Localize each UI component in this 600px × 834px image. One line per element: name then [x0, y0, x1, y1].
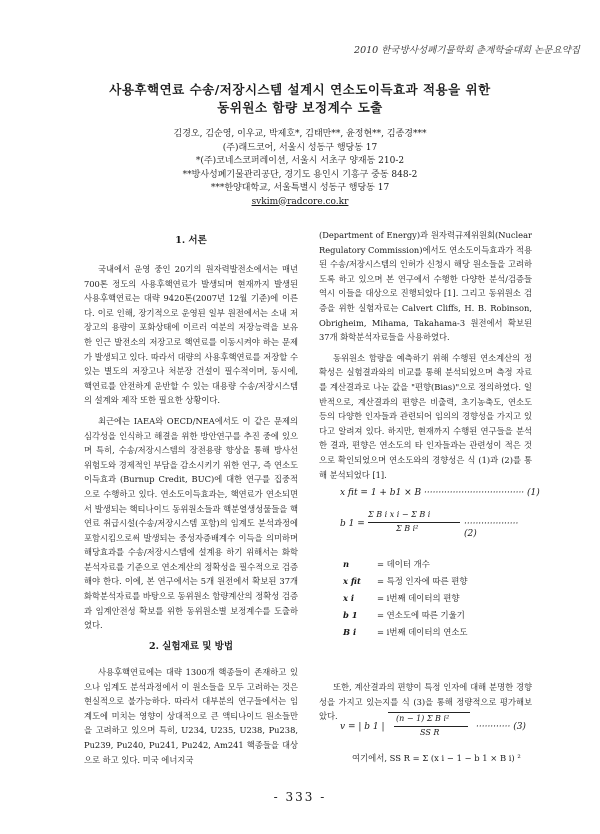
- page-number: - 333 -: [273, 790, 327, 804]
- fraction-bar-3: [394, 726, 468, 727]
- variable-n: n = 데이터 개수: [343, 559, 430, 569]
- paper-title-line2: 동위원소 함량 보정계수 도출: [217, 100, 383, 115]
- equation-3-denominator: SS R: [420, 728, 440, 737]
- variable-b1: b 1 = 연소도에 따른 기울기: [343, 610, 465, 620]
- fraction-bar: [368, 522, 460, 523]
- equation-3-where: 여기에서, SS R = Σ (x i − 1 − b 1 × B i) ²: [352, 753, 521, 763]
- affiliation-4: ***한양대학교, 서울특별시 성동구 행당동 17: [210, 183, 390, 193]
- left-column-methods: [84, 665, 298, 767]
- paper-title-line1: 사용후핵연료 수송/저장시스템 설계시 연소도이득효과 적용을 위한: [109, 82, 491, 97]
- variable-bi: B i = i번째 데이터의 연소도: [343, 627, 468, 637]
- equation-2: [340, 510, 530, 544]
- affiliation-3: **방사성폐기물관리공단, 경기도 용인시 기흥구 중동 848-2: [182, 169, 418, 180]
- variable-definitions: [343, 556, 533, 641]
- section-heading-methods: 2. 실험재료 및 방법: [148, 641, 234, 652]
- right-paragraph-1: (Department of Energy)과 원자력규제위원회(Nuclear Regulatory Commission)에서도 연소도이득효과가 적용된 수송/저장시스템의 인허가 신청시 해당 원소들을 고려하도록 하고 있으며 본 연구에서 수행한 다양한 분석/검증들 역시 이들을 대상으로 진행되었다 [1]. 그리고 동위원소 검증을 위한 실험자료는 Calvert Cliffs, H. B. Robinson, Obrigheim, Mihama, Takahama-3 원전에서 확보된 37개 화학분석자료들을 사용하였다.: [319, 230, 532, 343]
- author-email[interactable]: svkim@radcore.co.kr: [251, 196, 349, 207]
- intro-paragraph-2: 최근에는 IAEA와 OECD/NEA에서도 이 같은 문제의 심각성을 인식하고 해결을 위한 방안연구를 추진 중에 있으며 특히, 수송/저장시스템의 장전용량 향상을 통해 방사선 위험도와 경제적인 부담을 감소시키기 위한 연구, 즉 연소도이득효과 (Burnup Credit, BUC)에 대한 연구를 집중적으로 수행하고 있다. 연소도이득효과는, 핵연료가 연소되면서 발생되는 핵티나이드 동위원소들과 핵분열생성물들을 핵연료 취급시설(수송/저장시스템 포함)의 임계도 분석과정에 포함시킴으로써 발생되는 중성자증배계수 이득을 의미하며 해당효과를 수송/저장시스템에 설계용 하기 위해서는 화학분석자료를 기준으로 연소계산의 정확성을 필수적으로 검증해야 한다. 이에, 본 연구에서는 5개 원전에서 확보된 37개 화학분석자료를 바탕으로 동위원소 함량계산의 정확성 검증과 임계안전성 확보를 위한 동위원소별 보정계수를 도출하였다.: [84, 415, 298, 631]
- equation-2-denominator: Σ B i²: [396, 524, 419, 533]
- equation-3-lhs: v = | b 1 |: [340, 722, 385, 732]
- right-paragraph-2: 동위원소 함량을 예측하기 위해 수행된 연소계산의 정확성은 실험결과와의 비교를 통해 분석되었으며 측정 자료를 계산결과로 나눈 값을 "편향(Bias)"으로 정의하였다. 일반적으로, 계산결과의 편향은 비출력, 초기농축도, 연소도 등의 다양한 인자들과 관련되어 임의의 경향성을 가지고 있다고 알려져 있다. 하지만, 현재까지 수행된 연구들을 분석한 결과, 편향은 연소도의 타 인자들과는 관련성이 적은 것으로 확인되었으며 연소도와의 경향성은 식 (1)과 (2)를 통해 분석되었다 [1].: [319, 352, 532, 480]
- methods-paragraph-1: 사용후핵연료에는 대략 1300개 핵종들이 존재하고 있으나 임계도 분석과정에서 이 원소들을 모두 고려하는 것은 현실적으로 불가능하다. 따라서 대부분의 연구들에서는 임계도에 미치는 영향이 상대적으로 큰 액티나이드 원소들만을 고려하고 있으며 특히, U234, U235, U238, Pu238, Pu239, Pu240, Pu241, Pu242, Am241 핵종들을 대상으로 하고 있다. 미국 에너지국: [84, 667, 298, 765]
- equation-1: x fit = 1 + b1 × B ··································· (1): [340, 488, 540, 498]
- equation-2-numerator: Σ B i x i − Σ B i: [368, 510, 431, 519]
- left-column-intro: [84, 262, 298, 633]
- variable-xfit: x fit = 특정 인자에 따른 편향: [343, 576, 468, 586]
- affiliation-2: *(주)코네스코퍼레이션, 서울시 서초구 양재동 210-2: [195, 156, 405, 166]
- variable-xi: x i = i번째 데이터의 편향: [343, 593, 460, 603]
- right-column-text: [319, 228, 532, 482]
- equation-3-numerator: (n − 1) Σ B i²: [396, 714, 450, 723]
- author-list: 김경오, 김순영, 이우교, 박제호*, 김태만**, 윤정현**, 김종경***: [173, 129, 427, 139]
- right-paragraph-3: 또한, 계산결과의 편향이 특정 인자에 대해 분명한 경향성을 가지고 있는지를 식 (3)을 통해 정량적으로 평가해보았다.: [319, 682, 532, 722]
- section-heading-intro: 1. 서론: [175, 235, 207, 246]
- equation-2-lhs: b 1 =: [340, 519, 365, 529]
- equation-3-tag: ············ (3): [476, 722, 526, 732]
- equation-3: [340, 712, 530, 746]
- intro-paragraph-1: 국내에서 운영 중인 20기의 원자력발전소에서는 매년 700톤 정도의 사용후핵연료가 발생되며 현재까지 발생된 사용후핵연료는 대략 9420톤(2007년 12월 기준)에 이른다. 이로 인해, 장기적으로 운영된 일부 원전에서는 소내 저장고의 용량이 포화상태에 이르러 여분의 저장능력을 보유한 인근 발전소의 저장고로 핵연료를 이동시켜야 하는 문제가 발생되고 있다. 따라서 대량의 사용후핵연료를 저장할 수 있는 별도의 저장고나 처분장 건설이 필수적이며, 동시에, 핵연료를 안전하게 운반할 수 있는 대용량 수송/저장시스템의 설계와 제작 또한 필요한 상황이다.: [84, 264, 298, 406]
- sqrt-bar: [388, 712, 470, 713]
- affiliation-1: (주)래드코어, 서울시 성동구 행당동 17: [222, 142, 378, 153]
- equation-2-tag: ··················· (2): [464, 519, 519, 539]
- journal-header: 2010 한국방사성폐기물학회 춘계학술대회 논문요약집: [354, 45, 580, 56]
